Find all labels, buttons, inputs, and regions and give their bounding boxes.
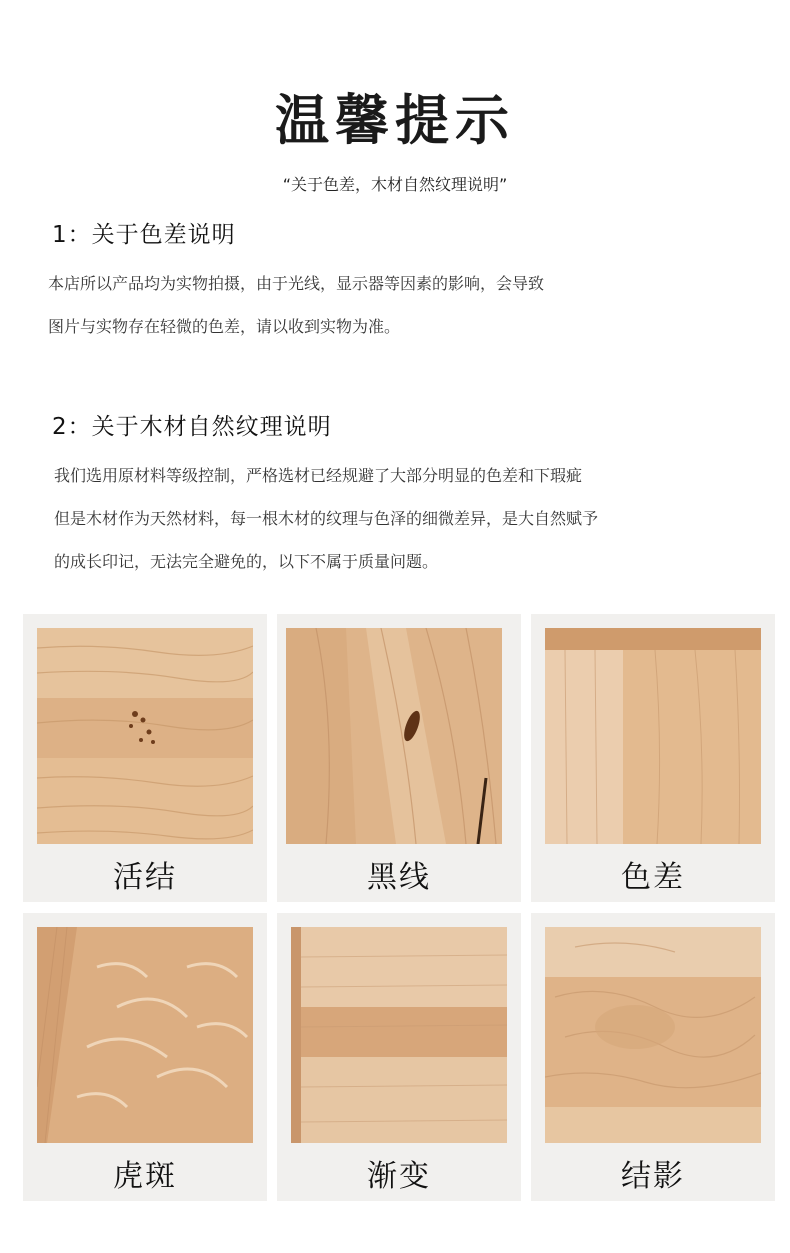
section-2-line: 我们选用原材料等级控制，严格选材已经规避了大部分明显的色差和下瑕疵 [54,466,583,485]
page-title: 温馨提示 [275,89,515,152]
wood-color-difference-image [545,628,761,844]
section-2-heading: 2：关于木材自然纹理说明 [52,414,332,440]
sample-card-color-difference [531,614,775,902]
section-1-line: 图片与实物存在轻微的色差，请以收到实物为准。 [48,317,401,336]
sample-label: 渐变 [367,1159,431,1194]
sample-card-live-knot [23,614,267,902]
sample-card-knot-shadow [531,913,775,1201]
wood-live-knot-image [37,628,253,844]
sample-label: 虎斑 [113,1159,177,1194]
section-1-heading: 1：关于色差说明 [52,222,236,248]
wood-tiger-stripe-image [37,927,253,1143]
section-2-line: 的成长印记，无法完全避免的，以下不属于质量问题。 [54,552,439,571]
sample-label: 色差 [621,860,685,895]
sample-label: 黑线 [367,860,431,895]
section-1-line: 本店所以产品均为实物拍摄，由于光线，显示器等因素的影响，会导致 [48,274,545,293]
section-2-line: 但是木材作为天然材料，每一根木材的纹理与色泽的细微差异，是大自然赋予 [54,509,599,528]
sample-label: 活结 [113,860,177,895]
wood-knot-shadow-image [545,927,761,1143]
wood-black-line-image [286,628,502,844]
page-subtitle: “关于色差，木材自然纹理说明” [282,175,508,194]
sample-label: 结影 [621,1159,685,1194]
sample-card-gradient [277,913,521,1201]
section-2-text [54,454,598,583]
wood-gradient-image [291,927,507,1143]
sample-card-black-line [277,614,521,902]
section-1-text [48,262,544,348]
sample-card-tiger-stripe [23,913,267,1201]
